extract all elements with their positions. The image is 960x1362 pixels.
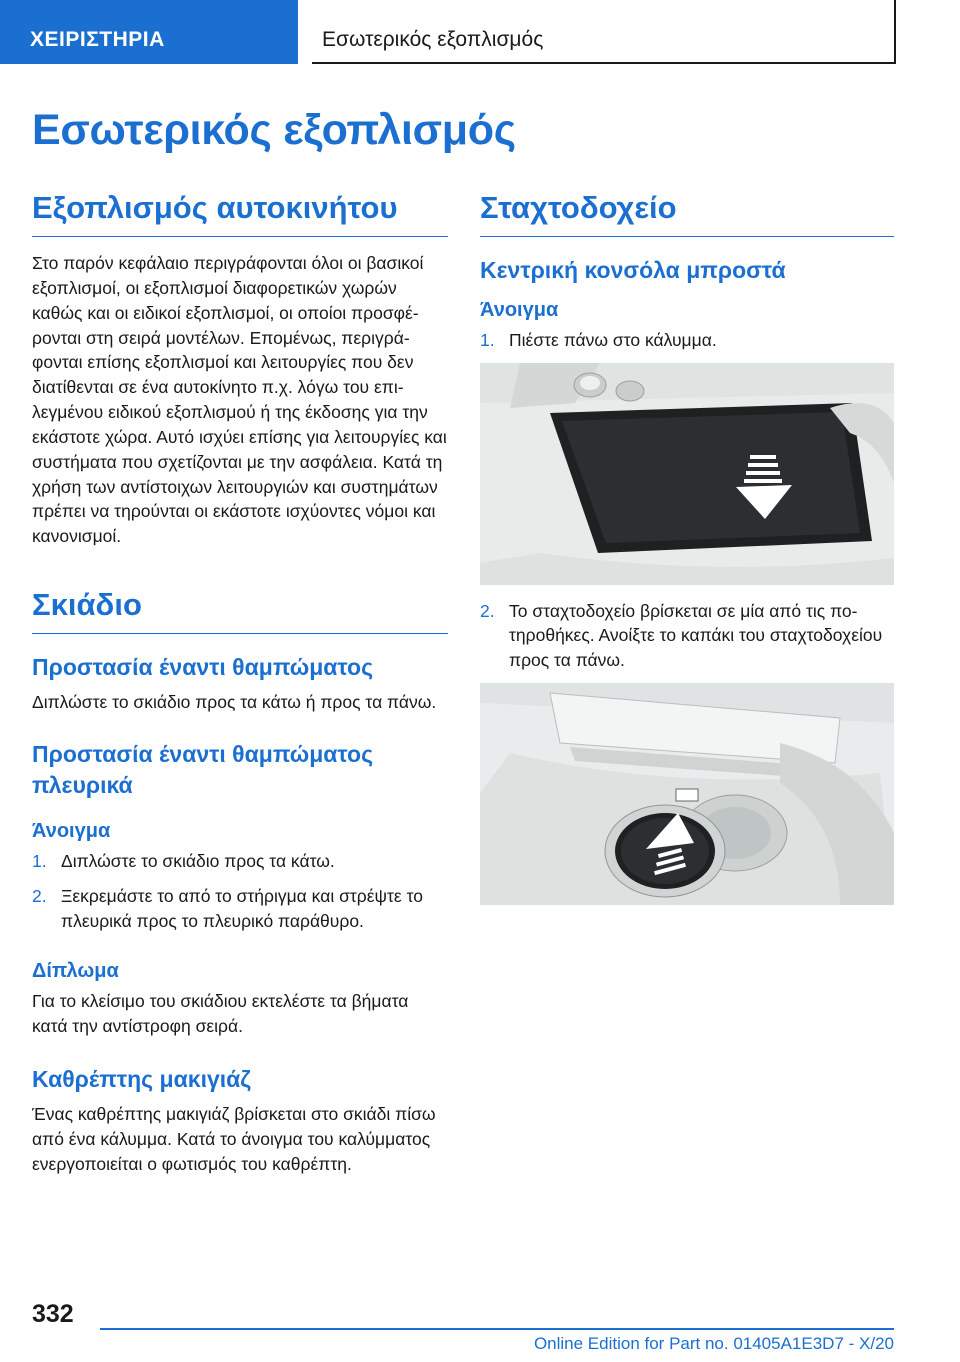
step-number: 2.	[32, 886, 47, 907]
page-number: 332	[32, 1300, 74, 1328]
edition-label: Online Edition for Part no. 01405A1E3D7 - X/20	[533, 1334, 894, 1353]
side-opening-heading: Άνοιγμα	[32, 820, 111, 843]
cupholder-ashtray-photo	[480, 683, 894, 905]
glare-front-heading: Προστασία έναντι θαμπώματος	[32, 654, 374, 681]
glare-front-text: Διπλώστε το σκιάδιο προς τα κάτω ή προς τα πάνω.	[32, 691, 437, 712]
folding-text: Για το κλείσιμο του σκιάδιου εκτελέστε τα βήματα κατά την αντίστροφη σειρά.	[32, 990, 409, 1036]
step-text: Το σταχτοδοχείο βρίσκεται σε μία από τις ποτηροθήκες. Ανοίξτε το καπάκι του σταχτοδοχείου προς τα πάνω.	[509, 600, 883, 671]
glare-side-heading: Προστασία έναντι θαμπώματος πλευρικά	[32, 740, 374, 799]
step-number: 2.	[480, 600, 495, 621]
side-opening-steps	[32, 849, 448, 934]
step-text: Πιέστε πάνω στο κάλυμμα.	[509, 329, 717, 350]
step-text: Διπλώστε το σκιάδιο προς τα κάτω.	[61, 851, 335, 872]
page-title: Εσωτερικός εξοπλισμός	[32, 106, 516, 154]
mirror-heading: Καθρέπτης μακιγιάζ	[32, 1066, 251, 1093]
vehicle-equipment-paragraph: Στο παρόν κεφάλαιο περιγράφονται όλοι οι βασικοί εξοπλισμοί, οι εξοπλισμοί διαφορετικών χωρών καθώς και οι ειδικοί εξοπλισμοί, οι οποίοι προσφέρονται στη σειρά μοντέλων. Επομένως, περιγράφονται επίσης εξοπλισμοί και λειτουργίες που δεν διατίθενται σε ένα αυτοκίνητο π.χ. λόγω του επιλεγμένου ειδικού εξοπλισμού ή της έκδοσης για την εκάστοτε χώρα. Αυτό ισχύει επίσης για λειτουργίες και συστήματα που σχετίζονται με την ασφάλεια. Κατά τη χρήση των αντίστοιχων λειτουργιών και συστημάτων πρέπει να τηρούνται οι εκάστοτε ισχύοντες νόμοι και κανονισμοί.	[32, 253, 447, 547]
step-text: Ξεκρεμάστε το από το στήριγμα και στρέψτε το πλευρικά προς το πλευρικό παράθυρο.	[61, 886, 423, 931]
sun-visor-heading: Σκιάδιο	[32, 587, 448, 634]
vehicle-equipment-heading: Εξοπλισμός αυτοκινήτου	[32, 190, 448, 237]
console-cover-illustration	[480, 363, 894, 585]
list-item	[32, 884, 448, 934]
console-opening-heading: Άνοιγμα	[480, 298, 559, 321]
console-cover-photo	[480, 363, 894, 585]
list-item	[480, 599, 894, 674]
section-tab: ΧΕΙΡΙΣΤΗΡΙΑ	[0, 0, 298, 64]
step-number: 1.	[480, 329, 495, 350]
left-column	[32, 190, 448, 1177]
list-item	[480, 328, 894, 353]
ashtray-heading: Σταχτοδοχείο	[480, 190, 894, 237]
cupholder-ashtray-illustration	[480, 683, 894, 905]
list-item	[32, 849, 448, 874]
console-step-2	[480, 599, 894, 674]
right-column	[480, 190, 894, 905]
console-heading: Κεντρική κονσόλα μπροστά	[480, 257, 786, 283]
folding-heading: Δίπλωμα	[32, 959, 119, 982]
console-step-1	[480, 328, 894, 353]
footer-rule	[100, 1328, 894, 1330]
mirror-text: Ένας καθρέπτης μακιγιάζ βρίσκεται στο σκιάδι πίσω από ένα κάλυμμα. Κατά το άνοιγμα του καλύμματος ενεργοποιείται ο φωτισμός του καθρέπτη.	[32, 1104, 436, 1174]
breadcrumb: Εσωτερικός εξοπλισμός	[312, 0, 896, 64]
step-number: 1.	[32, 851, 47, 872]
